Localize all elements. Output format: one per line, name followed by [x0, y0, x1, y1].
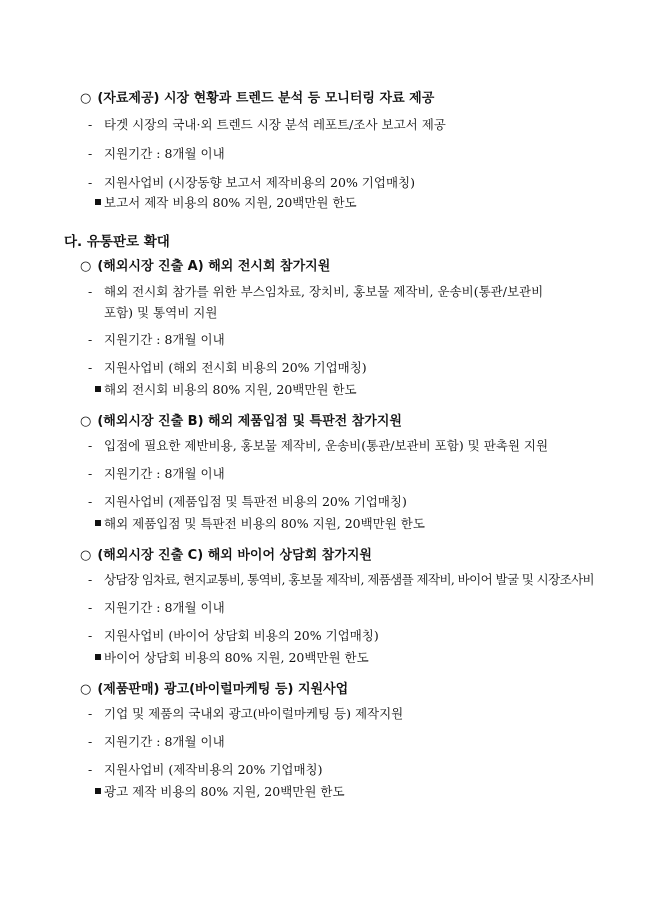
dash-bullet: -	[88, 600, 93, 615]
list-item-text: 타겟 시장의 국내·외 트렌드 시장 분석 레포트/조사 보고서 제공	[104, 117, 446, 132]
square-bullet-icon	[95, 386, 101, 392]
dash-bullet: -	[88, 494, 93, 509]
heading-text: (해외시장 진출 A) 해외 전시회 참가지원	[97, 259, 331, 274]
heading-overseas-c	[80, 547, 372, 565]
section-title: 다. 유통판로 확대	[64, 234, 170, 250]
circle-bullet: ○	[80, 259, 92, 274]
list-item-text: 지원기간 : 8개월 이내	[104, 600, 225, 615]
note-text: 해외 전시회 비용의 80% 지원, 20백만원 한도	[104, 382, 357, 397]
list-item	[88, 145, 225, 163]
dash-bullet: -	[88, 572, 92, 587]
list-item-text: 지원기간 : 8개월 이내	[104, 734, 225, 749]
list-item	[88, 437, 548, 455]
list-item-text: 지원사업비 (시장동향 보고서 제작비용의 20% 기업매칭)	[104, 175, 415, 190]
note-item	[95, 783, 345, 801]
note-text: 광고 제작 비용의 80% 지원, 20백만원 한도	[104, 784, 345, 799]
list-item-text: 지원사업비 (제품입점 및 특판전 비용의 20% 기업매칭)	[104, 494, 407, 509]
list-item-text: 해외 전시회 참가를 위한 부스임차료, 장치비, 홍보물 제작비, 운송비(통관/보관비	[104, 284, 544, 299]
list-item	[88, 627, 379, 645]
dash-bullet: -	[88, 284, 93, 299]
circle-bullet: ○	[80, 91, 92, 106]
list-item-text: 지원사업비 (제작비용의 20% 기업매칭)	[104, 762, 323, 777]
heading-data-provision	[80, 90, 434, 108]
list-item	[88, 733, 225, 751]
dash-bullet: -	[88, 706, 93, 721]
list-item	[88, 705, 403, 723]
dash-bullet: -	[88, 117, 93, 132]
circle-bullet: ○	[80, 682, 92, 697]
list-item-text: 지원기간 : 8개월 이내	[104, 332, 225, 347]
list-item-continuation: 포함) 및 통역비 지원	[104, 305, 218, 320]
list-item	[88, 599, 225, 617]
dash-bullet: -	[88, 466, 93, 481]
note-item	[95, 649, 369, 667]
circle-bullet: ○	[80, 548, 92, 563]
square-bullet-icon	[95, 654, 101, 660]
heading-text: (해외시장 진출 C) 해외 바이어 상담회 참가지원	[97, 548, 372, 563]
dash-bullet: -	[88, 146, 93, 161]
list-item-text: 상담장 임차료, 현지교통비, 통역비, 홍보물 제작비, 제품샘플 제작비, 바이어 발굴 및 시장조사비	[104, 572, 595, 587]
list-item	[88, 116, 446, 134]
list-item-text: 지원사업비 (바이어 상담회 비용의 20% 기업매칭)	[104, 628, 379, 643]
list-item	[88, 493, 407, 511]
note-item	[95, 515, 425, 533]
list-item	[88, 283, 543, 301]
dash-bullet: -	[88, 734, 93, 749]
note-item	[95, 381, 357, 399]
note-text: 바이어 상담회 비용의 80% 지원, 20백만원 한도	[104, 650, 369, 665]
dash-bullet: -	[88, 175, 93, 190]
list-item	[88, 761, 323, 779]
heading-text: (제품판매) 광고(바이럴마케팅 등) 지원사업	[97, 682, 349, 697]
dash-bullet: -	[88, 762, 93, 777]
heading-text: (해외시장 진출 B) 해외 제품입점 및 특판전 참가지원	[97, 414, 402, 429]
heading-text: (자료제공) 시장 현황과 트렌드 분석 등 모니터링 자료 제공	[97, 91, 435, 106]
dash-bullet: -	[88, 332, 93, 347]
square-bullet-icon	[95, 788, 101, 794]
list-item-text: 지원기간 : 8개월 이내	[104, 146, 225, 161]
heading-overseas-b	[80, 413, 402, 431]
list-item-text: 지원사업비 (해외 전시회 비용의 20% 기업매칭)	[104, 360, 367, 375]
square-bullet-icon	[95, 199, 101, 205]
circle-bullet: ○	[80, 414, 92, 429]
square-bullet-icon	[95, 520, 101, 526]
list-item	[88, 465, 225, 483]
dash-bullet: -	[88, 628, 93, 643]
note-item	[95, 194, 357, 212]
list-item-text: 지원기간 : 8개월 이내	[104, 466, 225, 481]
list-item	[88, 359, 367, 377]
heading-product-sales	[80, 681, 348, 699]
note-text: 해외 제품입점 및 특판전 비용의 80% 지원, 20백만원 한도	[104, 516, 425, 531]
list-item-text: 입점에 필요한 제반비용, 홍보물 제작비, 운송비(통관/보관비 포함) 및 판촉원 지원	[104, 438, 549, 453]
dash-bullet: -	[88, 438, 93, 453]
list-item-text: 기업 및 제품의 국내외 광고(바이럴마케팅 등) 제작지원	[104, 706, 404, 721]
heading-overseas-a	[80, 258, 330, 276]
list-item	[88, 174, 415, 192]
list-item	[88, 331, 225, 349]
note-text: 보고서 제작 비용의 80% 지원, 20백만원 한도	[104, 195, 357, 210]
dash-bullet: -	[88, 360, 93, 375]
list-item	[88, 571, 594, 589]
